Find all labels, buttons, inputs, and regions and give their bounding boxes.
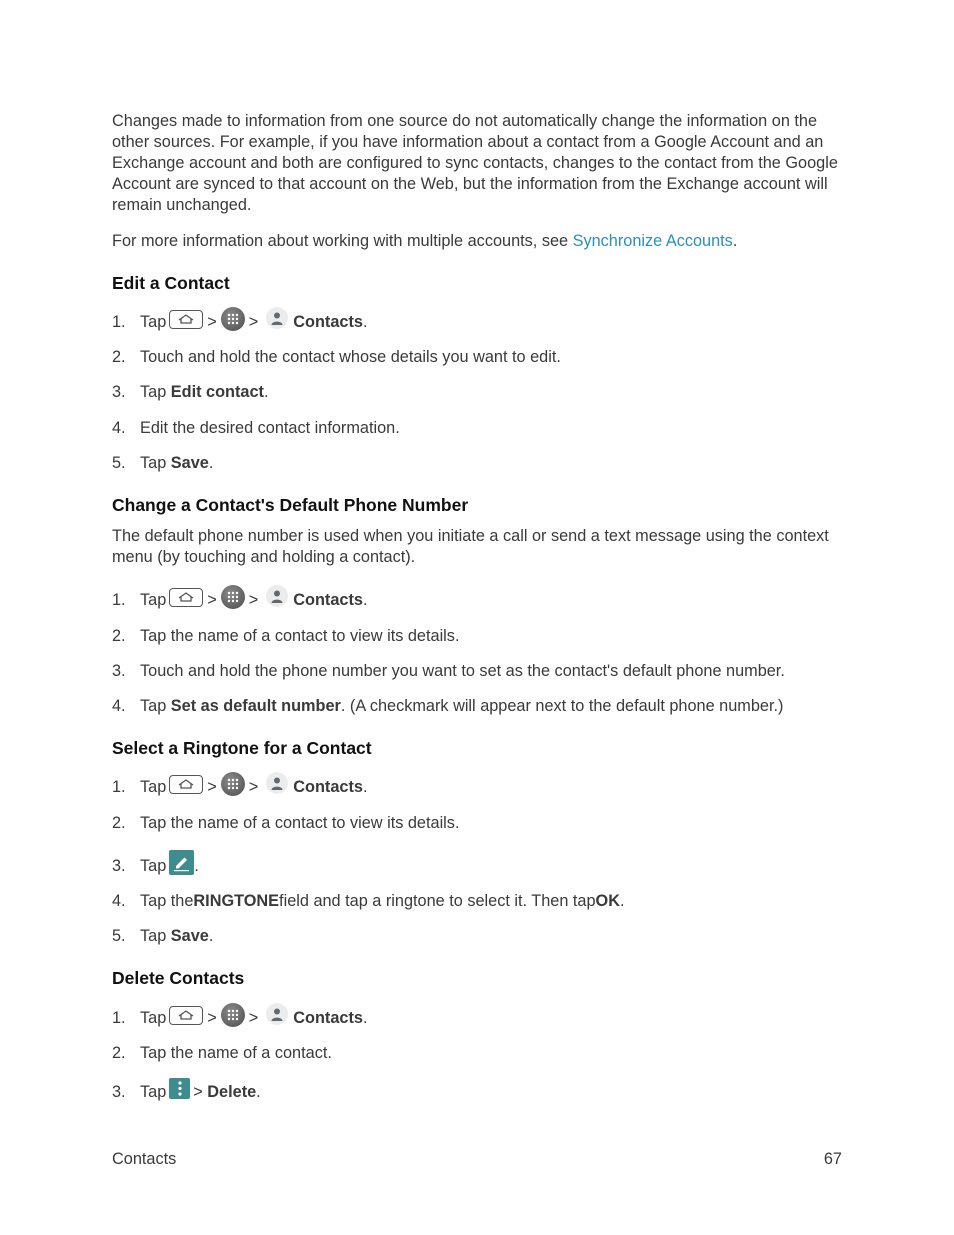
list-item: 1. Tap > > Contacts . xyxy=(112,309,367,335)
intro-paragraph: Changes made to information from one source do not automatically change the information on the other sources. For example, if you have information about a contact from a Google Account and an Exchange account and both are configured to sync contacts, changes to the contact from the Google Account are synced to that account on the Web, but the information from the Exchange account will remain unchanged. xyxy=(112,112,838,214)
list-item: 3. Tap Edit contact . xyxy=(112,382,269,401)
menu-icon xyxy=(169,1078,190,1099)
home-icon xyxy=(169,775,203,794)
apps-icon xyxy=(221,307,245,331)
list-item: 3. Tap . xyxy=(112,853,199,879)
default-number-paragraph: The default phone number is used when you initiate a call or send a text message using the context menu (by touching and holding a contact). xyxy=(112,527,829,566)
contacts-icon xyxy=(266,307,288,329)
list-item: 4. Edit the desired contact information. xyxy=(112,418,400,437)
default-number-heading: Change a Contact's Default Phone Number xyxy=(112,495,469,515)
list-item: 4. Tap the RINGTONE field and tap a ringtone to select it. Then tap OK . xyxy=(112,891,625,910)
list-item: 1. Tap > > Contacts . xyxy=(112,587,367,613)
apps-icon xyxy=(221,1003,245,1027)
list-item: 3. Tap > Delete . xyxy=(112,1079,261,1105)
home-icon xyxy=(169,310,203,329)
edit-icon xyxy=(169,850,194,875)
contacts-icon xyxy=(266,772,288,794)
list-item: 2. Touch and hold the contact whose details you want to edit. xyxy=(112,347,561,366)
list-item: 2. Tap the name of a contact to view its details. xyxy=(112,813,460,832)
step-number: 1. xyxy=(112,312,126,331)
delete-contacts-heading: Delete Contacts xyxy=(112,968,245,988)
home-icon xyxy=(169,1006,203,1025)
edit-contact-heading: Edit a Contact xyxy=(112,273,230,293)
more-info-text: For more information about working with multiple accounts, see Synchronize Accounts. xyxy=(112,232,738,250)
list-item: 1. Tap > > Contacts . xyxy=(112,1005,367,1031)
contacts-icon xyxy=(266,1003,288,1025)
list-item: 1. Tap > > Contacts . xyxy=(112,774,367,800)
list-item: 2. Tap the name of a contact to view its details. xyxy=(112,626,460,645)
list-item: 4. Tap Set as default number . (A checkmark will appear next to the default phone number.) xyxy=(112,696,784,715)
apps-icon xyxy=(221,585,245,609)
home-icon xyxy=(169,588,203,607)
apps-icon xyxy=(221,772,245,796)
list-item: 5. Tap Save . xyxy=(112,926,214,945)
list-item: 3. Touch and hold the phone number you want to set as the contact's default phone number. xyxy=(112,661,785,680)
footer-section-title: Contacts xyxy=(112,1150,177,1168)
contacts-icon xyxy=(266,585,288,607)
synchronize-accounts-link[interactable]: Synchronize Accounts xyxy=(572,232,733,250)
ringtone-heading: Select a Ringtone for a Contact xyxy=(112,738,372,758)
list-item: 5. Tap Save . xyxy=(112,453,214,472)
list-item: 2. Tap the name of a contact. xyxy=(112,1043,332,1062)
page-number: 67 xyxy=(823,1150,842,1168)
